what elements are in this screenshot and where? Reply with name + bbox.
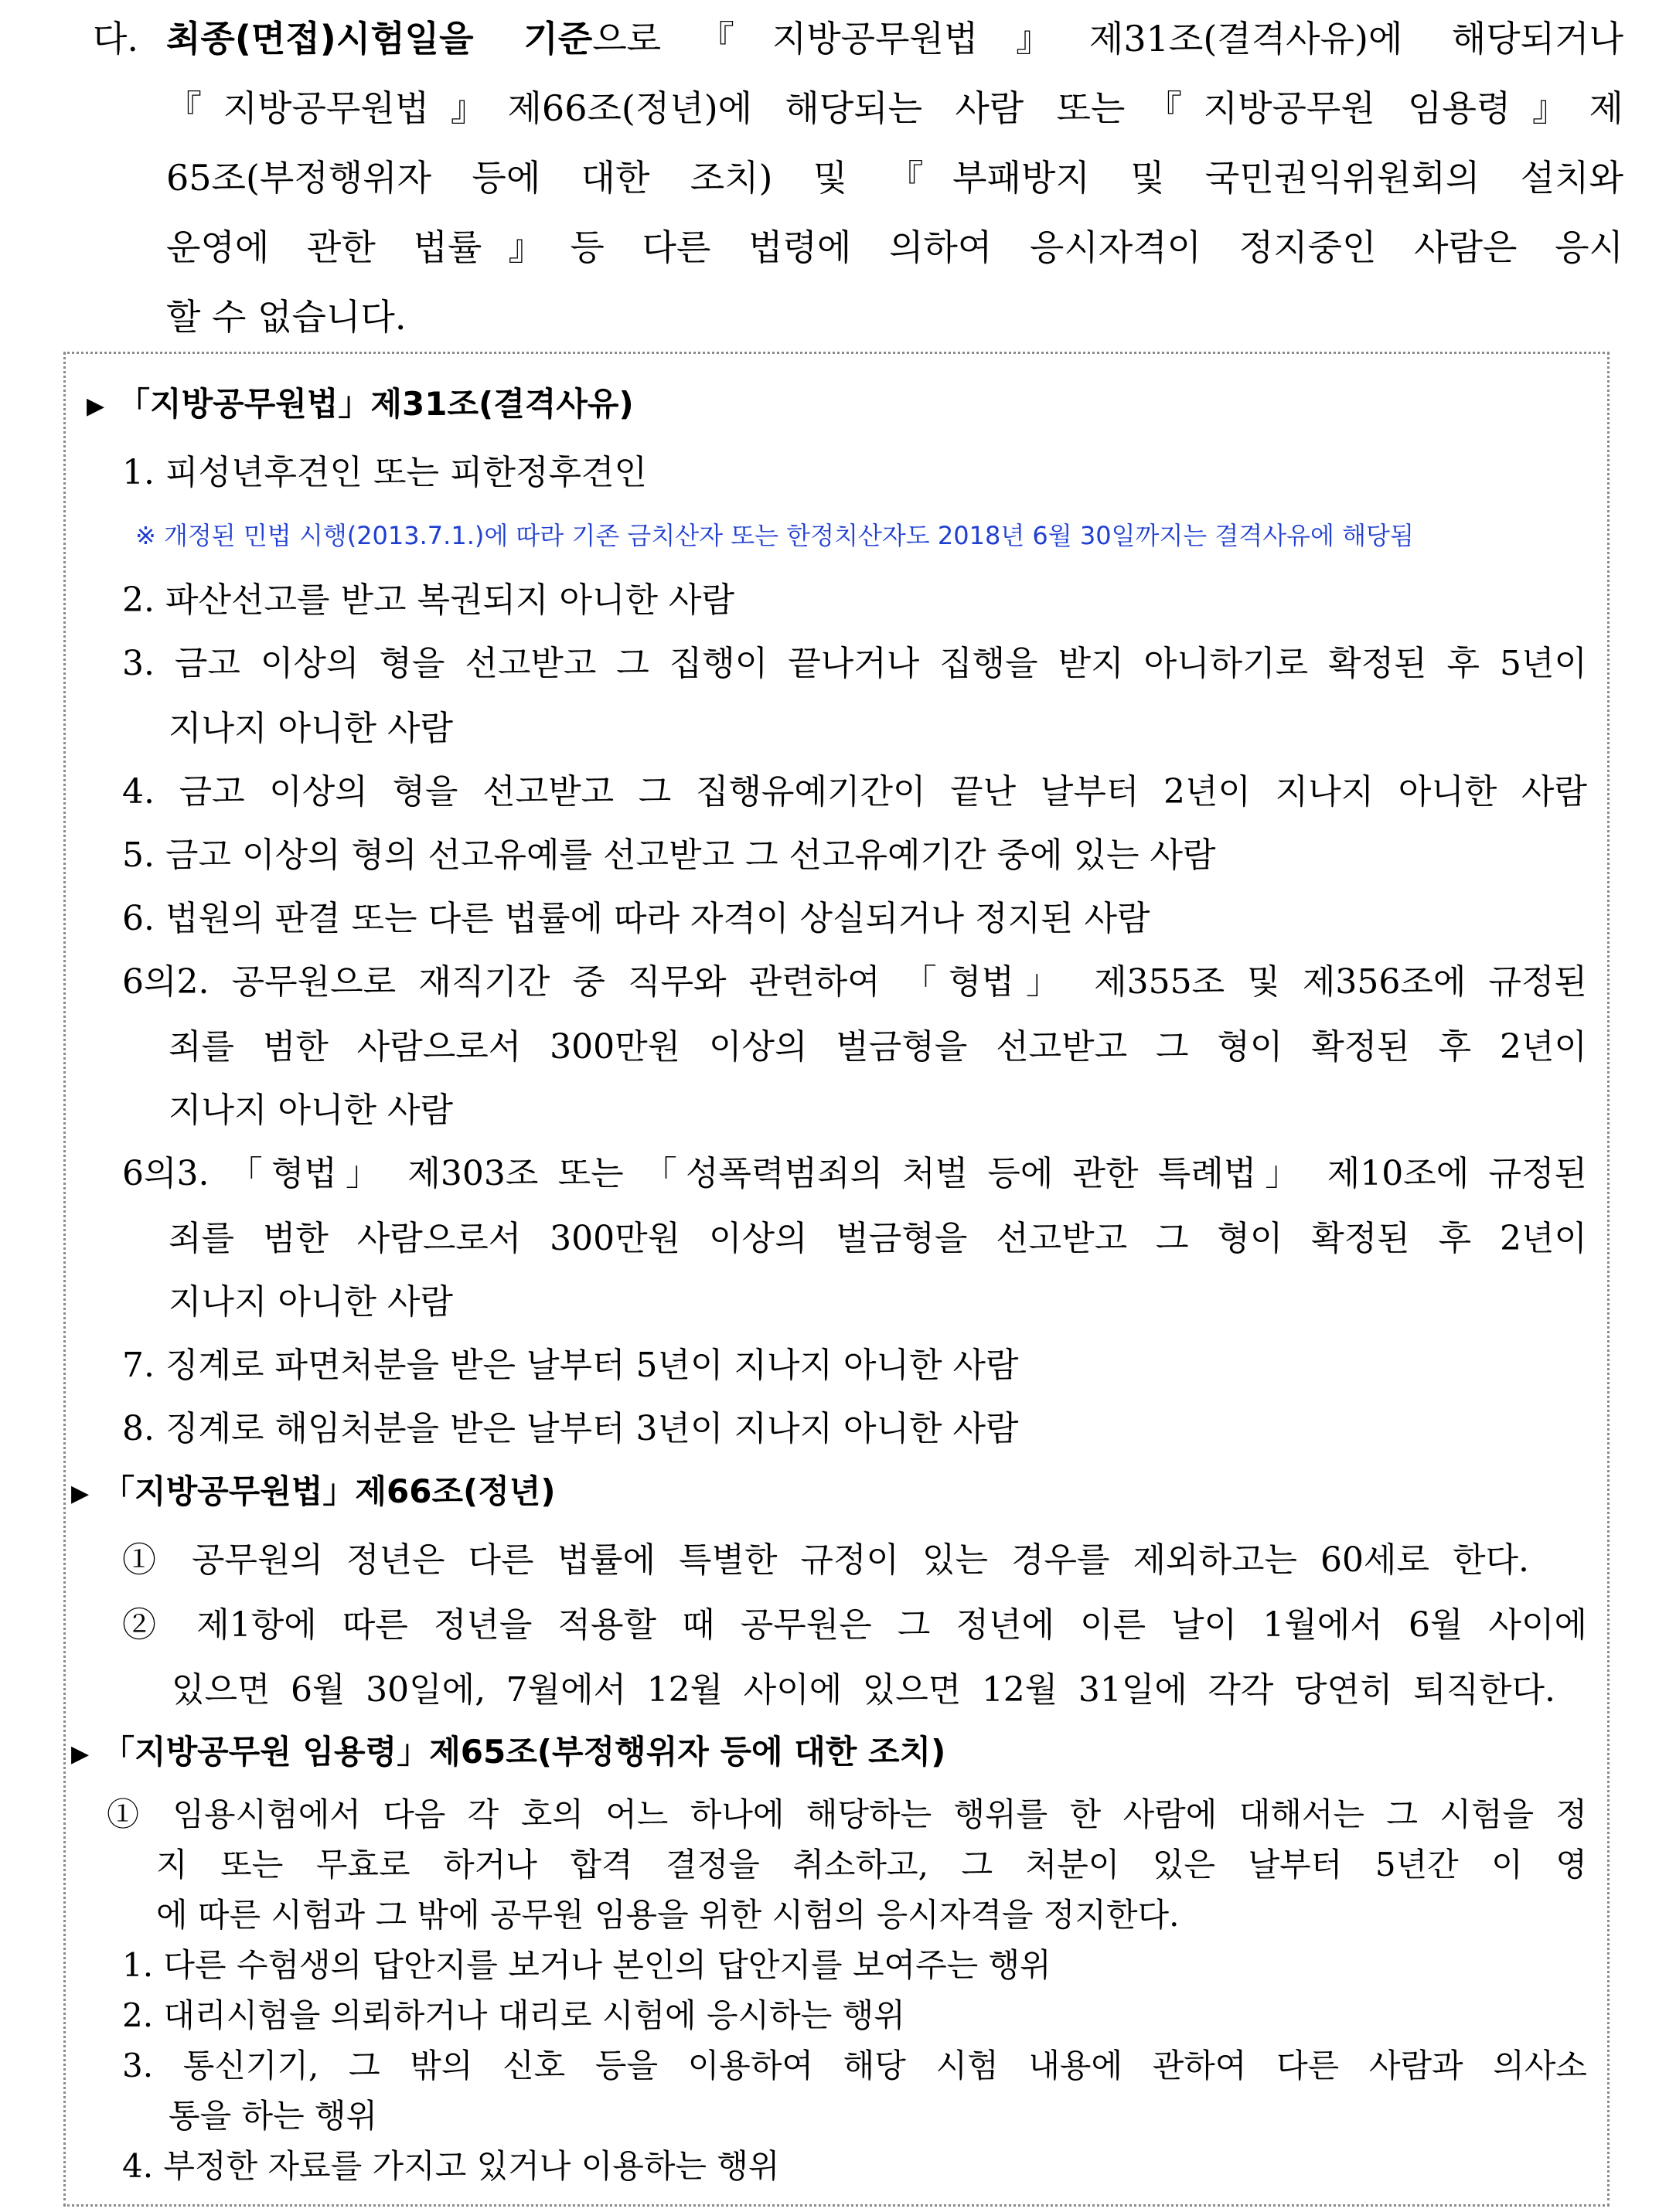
section-31-item-6-3-cont: 죄를 범한 사람으로서 300만원 이상의 벌금형을 선고받고 그 형이 확정된 후 2년이: [169, 1219, 1587, 1258]
section-31-note: ※ 개정된 민법 시행(2013.7.1.)에 따라 기존 금치산자 또는 한정치산자도 2018년 6월 30일까지는 결격사유에 해당됨: [135, 521, 1414, 550]
intro-line-5: 할 수 없습니다.: [166, 296, 407, 338]
section-31-item-6-2-cont: 죄를 범한 사람으로서 300만원 이상의 벌금형을 선고받고 그 형이 확정된 후 2년이: [169, 1027, 1587, 1067]
intro-line-1: [93, 11, 1623, 62]
section-65-item-2: 2. 대리시험을 의뢰하거나 대리로 시험에 응시하는 행위: [122, 1996, 905, 2034]
section-31-item-8: 8. 징계로 해임처분을 받은 날부터 3년이 지나지 아니한 사람: [122, 1409, 1019, 1448]
intro-line-1-text: 으로『지방공무원법』제31조(결격사유)에 해당되거나: [592, 18, 1623, 60]
section-31-item-1: 1. 피성년후견인 또는 피한정후견인: [122, 453, 647, 492]
section-31-item-2: 2. 파산선고를 받고 복권되지 아니한 사람: [122, 580, 734, 620]
section-66-item-2-cont: 있으면 6월 30일에, 7월에서 12월 사이에 있으면 12월 31일에 각각 당연히 퇴직한다.: [172, 1670, 1555, 1710]
section-31-item-5: 5. 금고 이상의 형의 선고유예를 선고받고 그 선고유예기간 중에 있는 사람: [122, 835, 1216, 875]
section-66-title: ▶ 「지방공무원법」제66조(정년): [71, 1472, 556, 1510]
section-65-item-1: 1. 다른 수험생의 답안지를 보거나 본인의 답안지를 보여주는 행위: [122, 1946, 1051, 1984]
arrow-icon: ▶: [71, 1741, 90, 1768]
section-31-item-6-2: 6의2. 공무원으로 재직기간 중 직무와 관련하여 「형법」 제355조 및 제356조에 규정된: [122, 962, 1587, 1002]
section-31-item-6-3-cont-2: 지나지 아니한 사람: [169, 1282, 454, 1322]
intro-marker: 다.: [93, 18, 139, 60]
section-66-item-2: ② 제1항에 따른 정년을 적용할 때 공무원은 그 정년에 이른 날이 1월에서 6월 사이에: [122, 1605, 1587, 1645]
section-65-item-3: 3. 통신기기, 그 밖의 신호 등을 이용하여 해당 시험 내용에 관하여 다른 사람과 의사소: [122, 2047, 1587, 2084]
section-65-para-1-cont: 지 또는 무효로 하거나 합격 결정을 취소하고, 그 처분이 있은 날부터 5년간 이 영: [156, 1846, 1587, 1884]
section-65-item-3-cont: 통을 하는 행위: [169, 2097, 378, 2135]
section-31-item-7: 7. 징계로 파면처분을 받은 날부터 5년이 지나지 아니한 사람: [122, 1346, 1019, 1385]
arrow-icon: ▶: [87, 393, 105, 420]
section-65-para-1: ① 임용시험에서 다음 각 호의 어느 하나에 해당하는 행위를 한 사람에 대해서는 그 시험을 정: [107, 1795, 1587, 1833]
section-31-item-3: 3. 금고 이상의 형을 선고받고 그 집행이 끝나거나 집행을 받지 아니하기로 확정된 후 5년이: [122, 644, 1587, 683]
section-31-item-6-2-cont-2: 지나지 아니한 사람: [169, 1091, 454, 1130]
section-65-title: ▶ 「지방공무원 임용령」제65조(부정행위자 등에 대한 조치): [71, 1733, 946, 1771]
intro-line-4: 운영에 관한 법률』등 다른 법령에 의하여 응시자격이 정지중인 사람은 응시: [166, 226, 1623, 268]
section-66-item-1: ① 공무원의 정년은 다른 법률에 특별한 규정이 있는 경우를 제외하고는 60세로 한다.: [122, 1540, 1529, 1580]
arrow-icon: ▶: [71, 1480, 90, 1507]
section-31-title: ▶ 「지방공무원법」제31조(결격사유): [87, 385, 634, 423]
intro-line-3: 65조(부정행위자 등에 대한 조치) 및 『부패방지 및 국민권익위원회의 설치와: [166, 157, 1623, 199]
section-31-item-4: 4. 금고 이상의 형을 선고받고 그 집행유예기간이 끝난 날부터 2년이 지나지 아니한 사람: [122, 772, 1587, 812]
section-65-item-4: 4. 부정한 자료를 가지고 있거나 이용하는 행위: [122, 2147, 780, 2185]
section-31-item-3-cont: 지나지 아니한 사람: [169, 709, 454, 748]
section-65-para-1-cont-2: 에 따른 시험과 그 밖에 공무원 임용을 위한 시험의 응시자격을 정지한다.: [156, 1896, 1180, 1934]
intro-line-2: 『지방공무원법』제66조(정년)에 해당되는 사람 또는『지방공무원 임용령』제: [166, 87, 1623, 129]
section-31-item-6: 6. 법원의 판결 또는 다른 법률에 따라 자격이 상실되거나 정지된 사람: [122, 899, 1150, 938]
section-31-item-6-3: 6의3. 「형법」 제303조 또는 「성폭력범죄의 처벌 등에 관한 특례법」 제10조에 규정된: [122, 1154, 1587, 1193]
intro-bold-phrase: 최종(면접)시험일을 기준: [166, 18, 593, 60]
